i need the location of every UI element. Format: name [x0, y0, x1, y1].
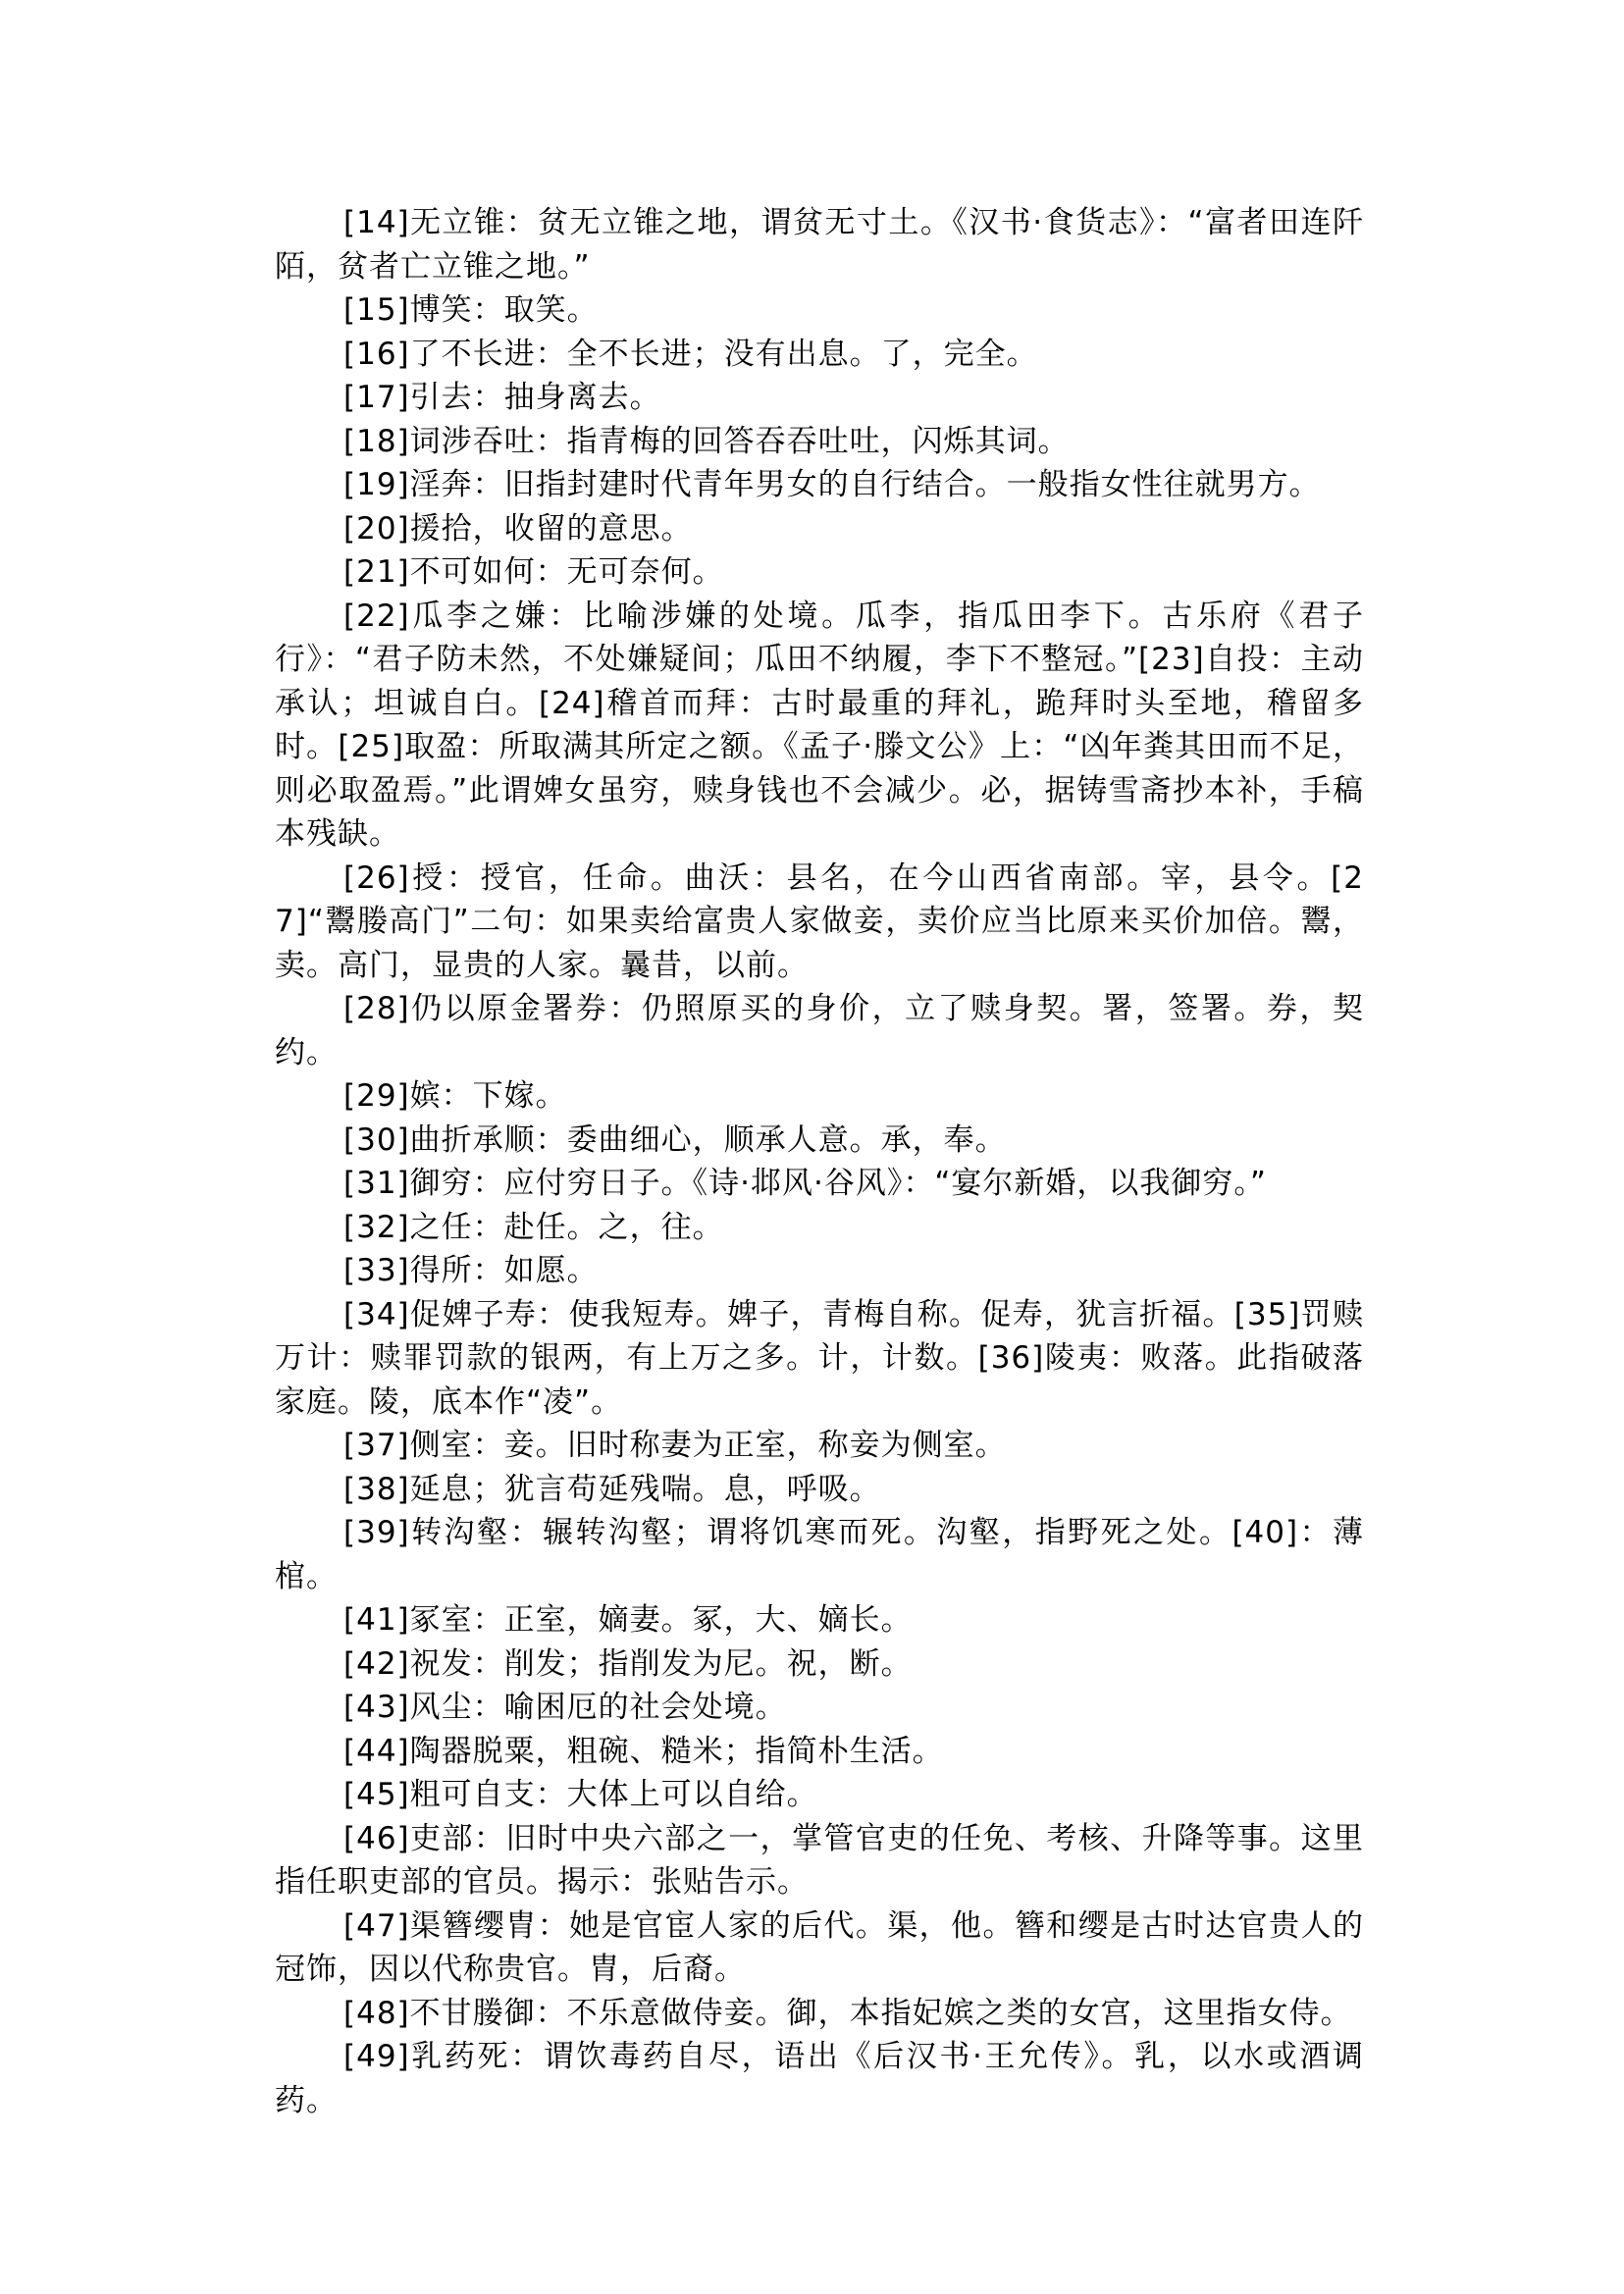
note-30: [30]曲折承顺：委曲细心，顺承人意。承，奉。 [343, 1121, 1007, 1158]
note-33: [33]得所：如愿。 [343, 1253, 599, 1288]
note-47: [47]渠簪缨胄：她是官宦人家的后代。渠，他。簪和缨是古时达官贵人的冠饰，因以代称贵官。胄，后裔。 [275, 1907, 1364, 1987]
note-16: [16]了不长进：全不长进；没有出息。了，完全。 [343, 336, 1038, 372]
note-28: [28]仍以原金署券：仍照原买的身价，立了赎身契。署，签署。券，契约。 [275, 991, 1364, 1070]
note-46: [46]吏部：旧时中央六部之一，掌管官吏的任免、考核、升降等事。这里指任职吏部的官员。揭示：张贴告示。 [275, 1820, 1364, 1900]
note-26-27: [26]授：授官，任命。曲沃：县名，在今山西省南部。宰，县令。[27]“鬻媵高门”二句：如果卖给富贵人家做妾，卖价应当比原来买价加倍。鬻，卖。高门，显贵的人家。曩昔，以前。 [275, 860, 1364, 983]
note-39-40: [39]转沟壑：辗转沟壑；谓将饥寒而死。沟壑，指野死之处。[40]：薄棺。 [275, 1515, 1364, 1594]
note-44: [44]陶器脱粟，粗碗、糙米；指简朴生活。 [343, 1733, 944, 1769]
note-31: [31]御穷：应付穷日子。《诗·邶风·谷风》：“宴尔新婚，以我御穷。” [343, 1166, 1267, 1201]
note-45: [45]粗可自支：大体上可以自给。 [343, 1777, 818, 1812]
note-34-36: [34]促婢子寿：使我短寿。婢子，青梅自称。促寿，犹言折福。[35]罚赎万计：赎罪罚款的银两，有上万之多。计，计数。[36]陵夷：败落。此指破落家庭。陵，底本作“凌”。 [275, 1296, 1364, 1420]
note-18: [18]词涉吞吐：指青梅的回答吞吞吐吐，闪烁其词。 [343, 423, 1070, 459]
note-19: [19]淫奔：旧指封建时代青年男女的自行结合。一般指女性往就男方。 [343, 467, 1321, 502]
note-37: [37]侧室：妾。旧时称妻为正室，称妾为侧室。 [343, 1428, 1007, 1463]
note-21: [21]不可如何：无可奈何。 [343, 554, 724, 590]
note-43: [43]风尘：喻困厄的社会处境。 [343, 1690, 787, 1725]
note-48: [48]不甘媵御：不乐意做侍妾。御，本指妃嫔之类的女宫，这里指女侍。 [343, 1995, 1352, 2031]
note-32: [32]之任：赴任。之，往。 [343, 1209, 724, 1245]
note-38: [38]延息；犹言苟延残喘。息，呼吸。 [343, 1471, 881, 1507]
note-15: [15]博笑：取笑。 [343, 292, 599, 328]
note-29: [29]嫔：下嫁。 [343, 1078, 567, 1114]
note-22-25: [22]瓜李之嫌：比喻涉嫌的处境。瓜李，指瓜田李下。古乐府《君子行》：“君子防未然，不处嫌疑间；瓜田不纳履，李下不整冠。”[23]自投：主动承认；坦诚自白。[24]稽首而拜：古时最重的拜礼，跪拜时头至地，稽留多时。[25]取盈：所取满其所定之额。《孟子·滕文公》上：“凶年粪其田而不足，则必取盈焉。”此谓婢女虽穷，赎身钱也不会减少。必，据铸雪斋抄本补，手稿本残缺。 [275, 598, 1364, 852]
note-14: [14]无立锥：贫无立锥之地，谓贫无寸土。《汉书·食货志》：“富者田连阡陌，贫者亡立锥之地。” [275, 205, 1364, 285]
note-42: [42]祝发：削发；指削发为尼。祝，断。 [343, 1645, 913, 1682]
note-41: [41]冢室：正室，嫡妻。冢，大、嫡长。 [343, 1602, 913, 1638]
note-20: [20]援拾，收留的意思。 [343, 510, 693, 547]
note-17: [17]引去：抽身离去。 [343, 380, 661, 415]
note-49: [49]乳药死：谓饮毒药自尽，语出《后汉书·王允传》。乳，以水或酒调药。 [275, 2039, 1364, 2118]
annotation-notes [275, 201, 1364, 2122]
